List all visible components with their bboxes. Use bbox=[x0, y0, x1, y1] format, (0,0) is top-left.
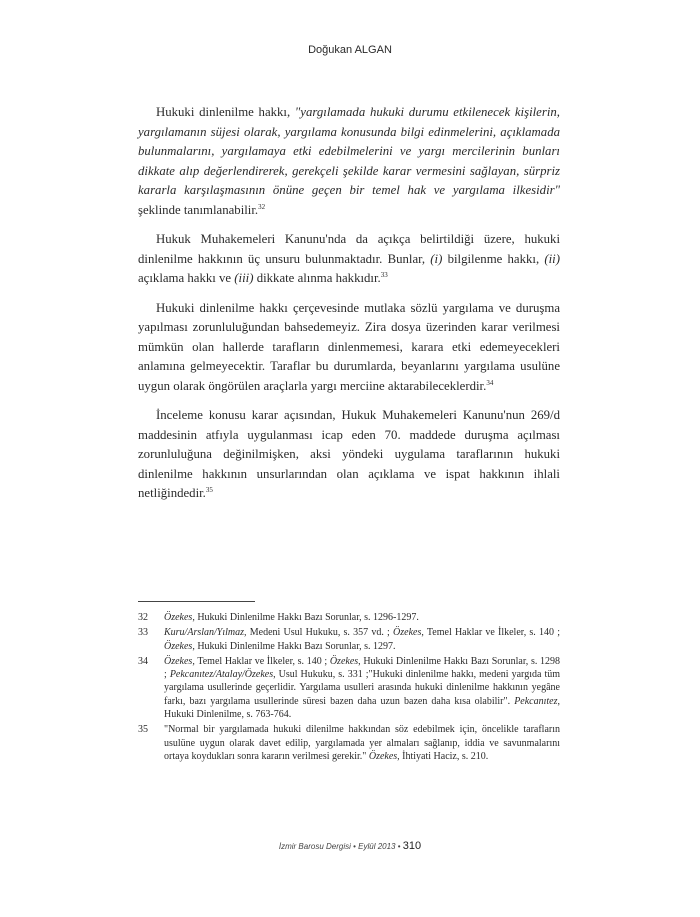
page-number: 310 bbox=[402, 840, 422, 852]
paragraph-2: Hukuk Muhakemeleri Kanunu'nda da açıkça belirtildiği üzere, hukuki dinlenilme hakkının üç unsuru bulunmaktadır. Bunlar, (i) bilgilenme hakkı, (ii) açıklama hakkı ve (iii) dikkate alınma hakkıdır.$^{33}$ bbox=[138, 232, 560, 285]
author-name: Doğukan ALGAN bbox=[308, 44, 392, 56]
quoted-definition: "yargılamada hukuki durumu etkilenecek kişilerin, yargılamanın süjesi olarak, yargılama konusunda bilgi edinmelerini, açıklamada bulunmalarını, yargılamaya etki edebilmelerini ve yargı mercilerinin bunları dikkate alıp değerlendirerek, gerekçeli şekilde karar vermesini sağlayan, sürpriz kararla karşılaşmasının önüne geçen bir temel hak ve yargılama ilkesidir" bbox=[138, 105, 560, 197]
footnote-34 bbox=[138, 655, 560, 721]
footnote-number: 35 bbox=[138, 724, 148, 736]
paragraph-4: İnceleme konusu karar açısından, Hukuk Muhakemeleri Kanunu'nun 269/d maddesinin atfıyla uygulanması icap eden 70. maddede duruşma açılması zorunluluğuna değinilmişken, aksi yöndeki uygulama taraflarının hukuki dinlenilme hakkının unsurlarından olan açıklama ve ispat hakkının ihlali netliğindedir.$^{35}$ bbox=[138, 408, 560, 500]
footnotes bbox=[138, 611, 560, 765]
footnote-35 bbox=[138, 723, 560, 763]
footnote-ref-33[interactable]: 33 bbox=[380, 271, 388, 279]
footnote-ref-34[interactable]: 34 bbox=[486, 378, 494, 387]
journal-name: İzmir Barosu Dergisi bbox=[278, 842, 351, 851]
running-header bbox=[0, 44, 700, 56]
page-footer: İzmir Barosu Dergisi • Eylül 2013 • 310 bbox=[278, 840, 422, 852]
footnote-33 bbox=[138, 626, 560, 653]
footnote-text: Özekes, Hukuki Dinlenilme Hakkı Bazı Sorunlar, s. 1296-1297. bbox=[164, 612, 419, 623]
footnote-number: 34 bbox=[138, 655, 148, 667]
footnote-text: Özekes, Temel Haklar ve İlkeler, s. 140 ; Özekes, Hukuki Dinlenilme Hakkı Bazı Sorunlar, s. 1298 ; Pekcanıtez/Atalay/Özekes, Usul Hukuku, s. 331 ;"Hukuki dinlenilme hakkı, medeni yargıda tüm yargılama usullerinde geçerlidir. Yargılama usulleri arasında hukuki dinlenilme hakkının yegâne farkı, bazı yargılama usullerinde süresi bazen daha uzun bazen daha kısa olabilir". Pekcanıtez, Hukuki Dinlenilme, s. 763-764. bbox=[164, 655, 560, 721]
footnote-number: 32 bbox=[138, 612, 148, 623]
footnote-number: 33 bbox=[138, 627, 148, 639]
footnote-divider bbox=[138, 601, 255, 602]
footnote-ref-35[interactable]: 35 bbox=[205, 486, 213, 494]
issue-date: Eylül 2013 bbox=[358, 842, 396, 851]
footnote-32 bbox=[138, 611, 560, 624]
body-text bbox=[138, 103, 560, 514]
footnote-text: "Normal bir yargılamada hukuki dilenilme hakkından söz edebilmek için, öncelikle tarafların usulüne uygun olarak davet edilip, yargılamada yer almaları sağlanıp, iddia ve savunmalarını ortaya koydukları sonra kararın verilmesi gerekir." Özekes, İhtiyati Haciz, s. 210. bbox=[164, 724, 560, 762]
footnote-text: Kuru/Arslan/Yılmaz, Medeni Usul Hukuku, s. 357 vd. ; Özekes, Temel Haklar ve İlkeler, s. 140 ; Özekes, Hukuki Dinlenilme Hakkı Bazı Sorunlar, s. 1297. bbox=[164, 627, 560, 652]
paragraph-1: Hukuki dinlenilme hakkı, "yargılamada hukuki durumu etkilenecek kişilerin, yargılamanın süjesi olarak, yargılama konusunda bilgi edinmelerini, açıklamada bulunmalarını, yargılamaya etki edebilmelerini ve yargı mercilerinin bunları dikkate alıp değerlendirerek, gerekçeli şekilde karar vermesini sağlayan, sürpriz kararla karşılaşmasının önüne geçen bir temel hak ve yargılama ilkesidir" şeklinde tanımlanabilir.$^{32}$ bbox=[138, 105, 560, 217]
paragraph-3: Hukuki dinlenilme hakkı çerçevesinde mutlaka sözlü yargılama ve duruşma yapılması zorunluluğundan bahsedemeyiz. Zira dosya üzerinden karar verilmesi mümkün olan hallerde tarafların dinlenmemesi, karara etki edemeyecekleri anlamına gelmeyecektir. Taraflar bu durumlarda, beyanlarını yargılama usulüne uygun olarak öngörülen araçlarla yargı merciine aktarabileceklerdir.$^{34}$ bbox=[138, 300, 560, 393]
footnote-ref-32[interactable]: 32 bbox=[258, 202, 266, 211]
